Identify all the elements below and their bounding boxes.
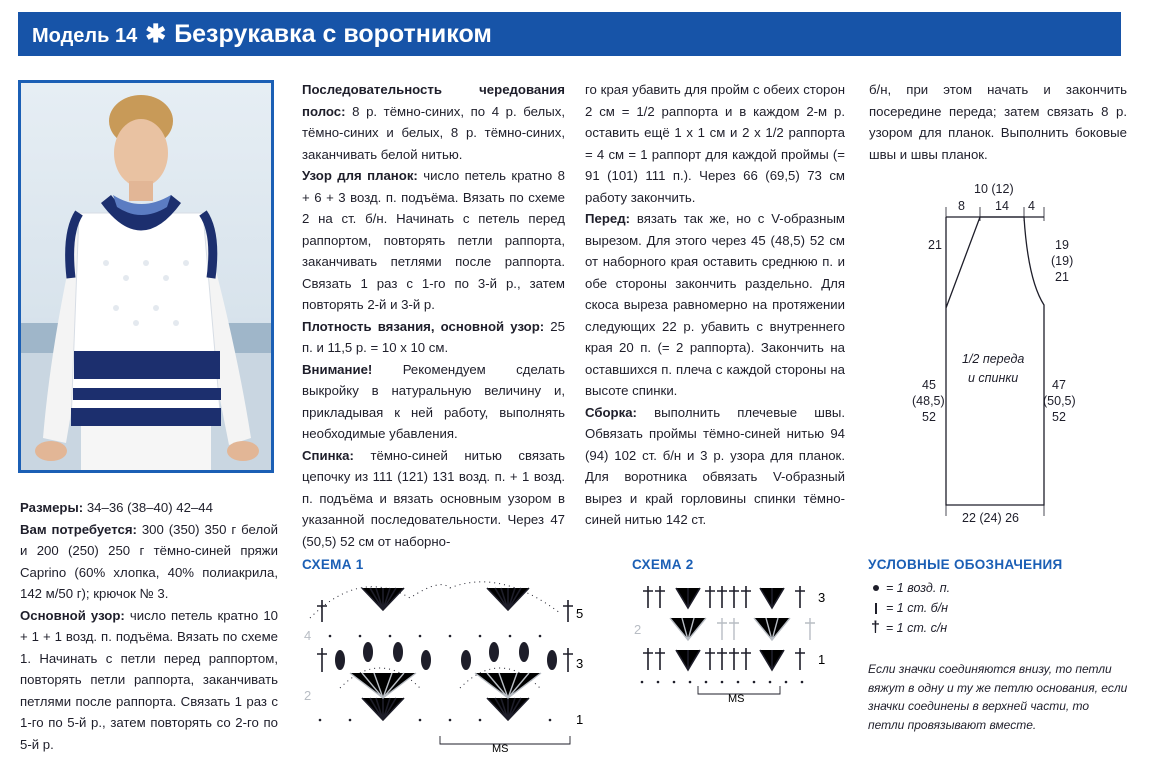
dim-left-2: (48,5) [912, 394, 945, 408]
dim-bottom: 22 (24) 26 [962, 511, 1019, 525]
schema-1-row-1: 1 [576, 712, 584, 727]
density-paragraph [302, 316, 565, 359]
legend-title: УСЛОВНЫЕ ОБОЗНАЧЕНИЯ [868, 557, 1063, 572]
schema-1-title: СХЕМА 1 [302, 557, 364, 572]
front-paragraph [585, 208, 845, 402]
schema-2-row-3: 3 [818, 590, 826, 605]
assembly-continued: б/н, при этом начать и закончить посередине переда; затем связать 8 р. узором для планок. Выполнить боковые швы и швы планок. [869, 82, 1127, 162]
dim-top: 10 (12) [974, 182, 1014, 196]
text-column-4 [869, 79, 1127, 165]
center-label-1: 1/2 переда [962, 352, 1025, 366]
schema-2-chain-row [641, 681, 804, 684]
schema-2-row-3-stitches [643, 586, 805, 608]
dim-right-top-3: 21 [1055, 270, 1069, 284]
dim-right-1: 47 [1052, 378, 1066, 392]
schema-1-faded-fans [350, 673, 541, 698]
page-title: Безрукавка с воротником [174, 20, 492, 48]
legend-item-single-crochet: = 1 ст. б/н [868, 598, 950, 618]
pattern-diagram [900, 180, 1120, 530]
main-pattern-text: число петель кратно 10 + 1 + 1 возд. п. подъёма. Вязать по схеме 1. Начинать с петли перед раппортом, повторять петли раппорта, заканчивать петлями после раппорта. Связать 1 раз с 1-го по 5-й р., затем повторять со 2-го по 5-й р. [20, 607, 279, 752]
legend-note: Если значки соединяются внизу, то петли вяжут в одну и ту же петлю основания, если значки соединены в верхней части, то петли провязывают вместе. [868, 662, 1128, 732]
back-paragraph [302, 445, 565, 553]
sizes-label: Размеры: [20, 500, 84, 515]
text-column-3 [585, 79, 845, 531]
legend-item-double-crochet: † = 1 ст. с/н [871, 619, 948, 636]
schema-1-chart [300, 578, 600, 756]
model-photo-illustration [21, 83, 271, 470]
assembly-paragraph [585, 402, 845, 531]
schema-2-chart [630, 578, 840, 708]
sizes-paragraph [20, 497, 278, 519]
page-header [18, 12, 1121, 56]
front-text: вязать так же, но с V-образным вырезом. Для этого через 45 (48,5) 52 см от наборного края оставить среднюю п. и обе стороны закончить раздельно. Для скоса выреза равномерно на протяжении следующих 22 р. убавить с внутреннего края 20 п. (= 2 раппорта). Закончить на оставшихся п. плеча с каждой стороны на высоте спинки. [585, 211, 845, 398]
schema-1-row-5: 5 [576, 606, 584, 621]
double-crochet-icon: † [871, 619, 880, 636]
back-label: Спинка: [302, 447, 354, 463]
assembly-label: Сборка: [585, 404, 637, 420]
schema-1-arcs [310, 582, 560, 688]
schema-1-row-2: 2 [304, 688, 312, 703]
schema-1-leaves [335, 642, 557, 670]
dim-left-1: 45 [922, 378, 936, 392]
schema-2-row-2-stitches [670, 618, 815, 640]
schema-1-fans [362, 588, 529, 720]
model-number: Модель 14 [32, 25, 138, 47]
single-crochet-icon [875, 603, 877, 614]
model-photo [18, 80, 274, 473]
dim-left-top: 21 [928, 238, 942, 252]
back-text: тёмно-синей нитью связать цепочку из 111 (121) 131 возд. п. + 1 возд. п. подъёма и вязать основным узором в указанной последовательности. Через 47 (50,5) 52 см от наборно- [302, 447, 565, 549]
density-label: Плотность вязания, основной узор: [302, 318, 545, 334]
dim-top-left: 8 [958, 199, 965, 213]
plank-text: число петель кратно 8 + 6 + 3 возд. п. подъёма. Вязать по схеме 2 на ст. б/н. Начинать с петель перед раппортом, повторять петли раппорта, заканчивать петлями после раппорта. Связать 1 раз с 1-го по 3-й р., затем повторять 2-й и 3-й р. [302, 168, 565, 312]
schema-1-post-stitches [317, 600, 573, 672]
dim-right-3: 52 [1052, 410, 1066, 424]
sizes-text: 34–36 (38–40) 42–44 [83, 500, 213, 515]
front-label: Перед: [585, 211, 630, 226]
dim-right-2: (50,5) [1043, 394, 1076, 408]
materials-label: Вам потребуется: [20, 521, 137, 537]
schema-2-row-2: 2 [634, 622, 642, 637]
main-pattern-paragraph [20, 605, 278, 756]
attention-text: Рекомендуем сделать выкройку в натуральную величину и, прикладывая к ней работу, выполнять необходимые убавления. [302, 361, 565, 441]
attention-paragraph [302, 359, 565, 445]
assembly-text: выполнить плечевые швы. Обвязать проймы тёмно-синей нитью 94 (94) 102 ст. б/н и 3 р. узора для планок. Для воротника обвязать V-образный вырез и край горловины спинки тёмно-синей нитью 142 ст. [585, 404, 845, 527]
schema-2-row-1: 1 [818, 652, 826, 667]
text-column-2 [302, 79, 565, 552]
star-icon: ✱ [145, 20, 167, 48]
stripes-text: 8 р. тёмно-синих, по 4 р. белых, тёмно-синих и белых, 8 р. тёмно-синих, заканчивать белой нитью. [302, 103, 565, 162]
schema-2-ms: MS [728, 693, 745, 705]
text-column-1 [20, 497, 278, 755]
stripes-paragraph [302, 79, 565, 165]
center-label-2: и спинки [968, 371, 1019, 385]
density-text: 25 п. и 11,5 р. = 10 х 10 см. [302, 318, 565, 355]
materials-paragraph [20, 519, 278, 605]
legend-list [868, 578, 950, 638]
dim-top-right: 4 [1028, 199, 1035, 213]
schema-1-ms: MS [492, 743, 509, 755]
legend-item-chain: = 1 возд. п. [868, 578, 950, 598]
plank-paragraph [302, 165, 565, 316]
chain-stitch-icon [873, 585, 879, 591]
dim-top-mid: 14 [995, 199, 1009, 213]
materials-text: 300 (350) 350 г белой и 200 (250) 250 г тёмно-синей пряжи Caprino (60% хлопка, 40% полиакрила, 142 м/50 г); крючок № 3. [20, 521, 278, 601]
schema-2-row-1-stitches [643, 648, 805, 670]
back-continued: го края убавить для пройм с обеих сторон 2 см = 1/2 раппорта и в каждом 2-м р. оставить ещё 1 х 1 см и 2 х 1/2 раппорта = 4 см = 1 раппорт для каждой проймы (= 91 (101) 111 п.). Через 66 (69,5) 73 см работу закончить. [585, 82, 845, 205]
plank-label: Узор для планок: [302, 168, 418, 183]
dim-right-top-1: 19 [1055, 238, 1069, 252]
stripes-label: Последовательность чередования полос: [302, 82, 565, 119]
schema-2-title: СХЕМА 2 [632, 557, 694, 572]
schema-1-row-3: 3 [576, 656, 584, 671]
schema-1-row-4: 4 [304, 628, 312, 643]
attention-label: Внимание! [302, 361, 373, 377]
main-pattern-label: Основной узор: [20, 607, 125, 623]
dim-right-top-2: (19) [1051, 254, 1074, 268]
dim-left-3: 52 [922, 410, 936, 424]
